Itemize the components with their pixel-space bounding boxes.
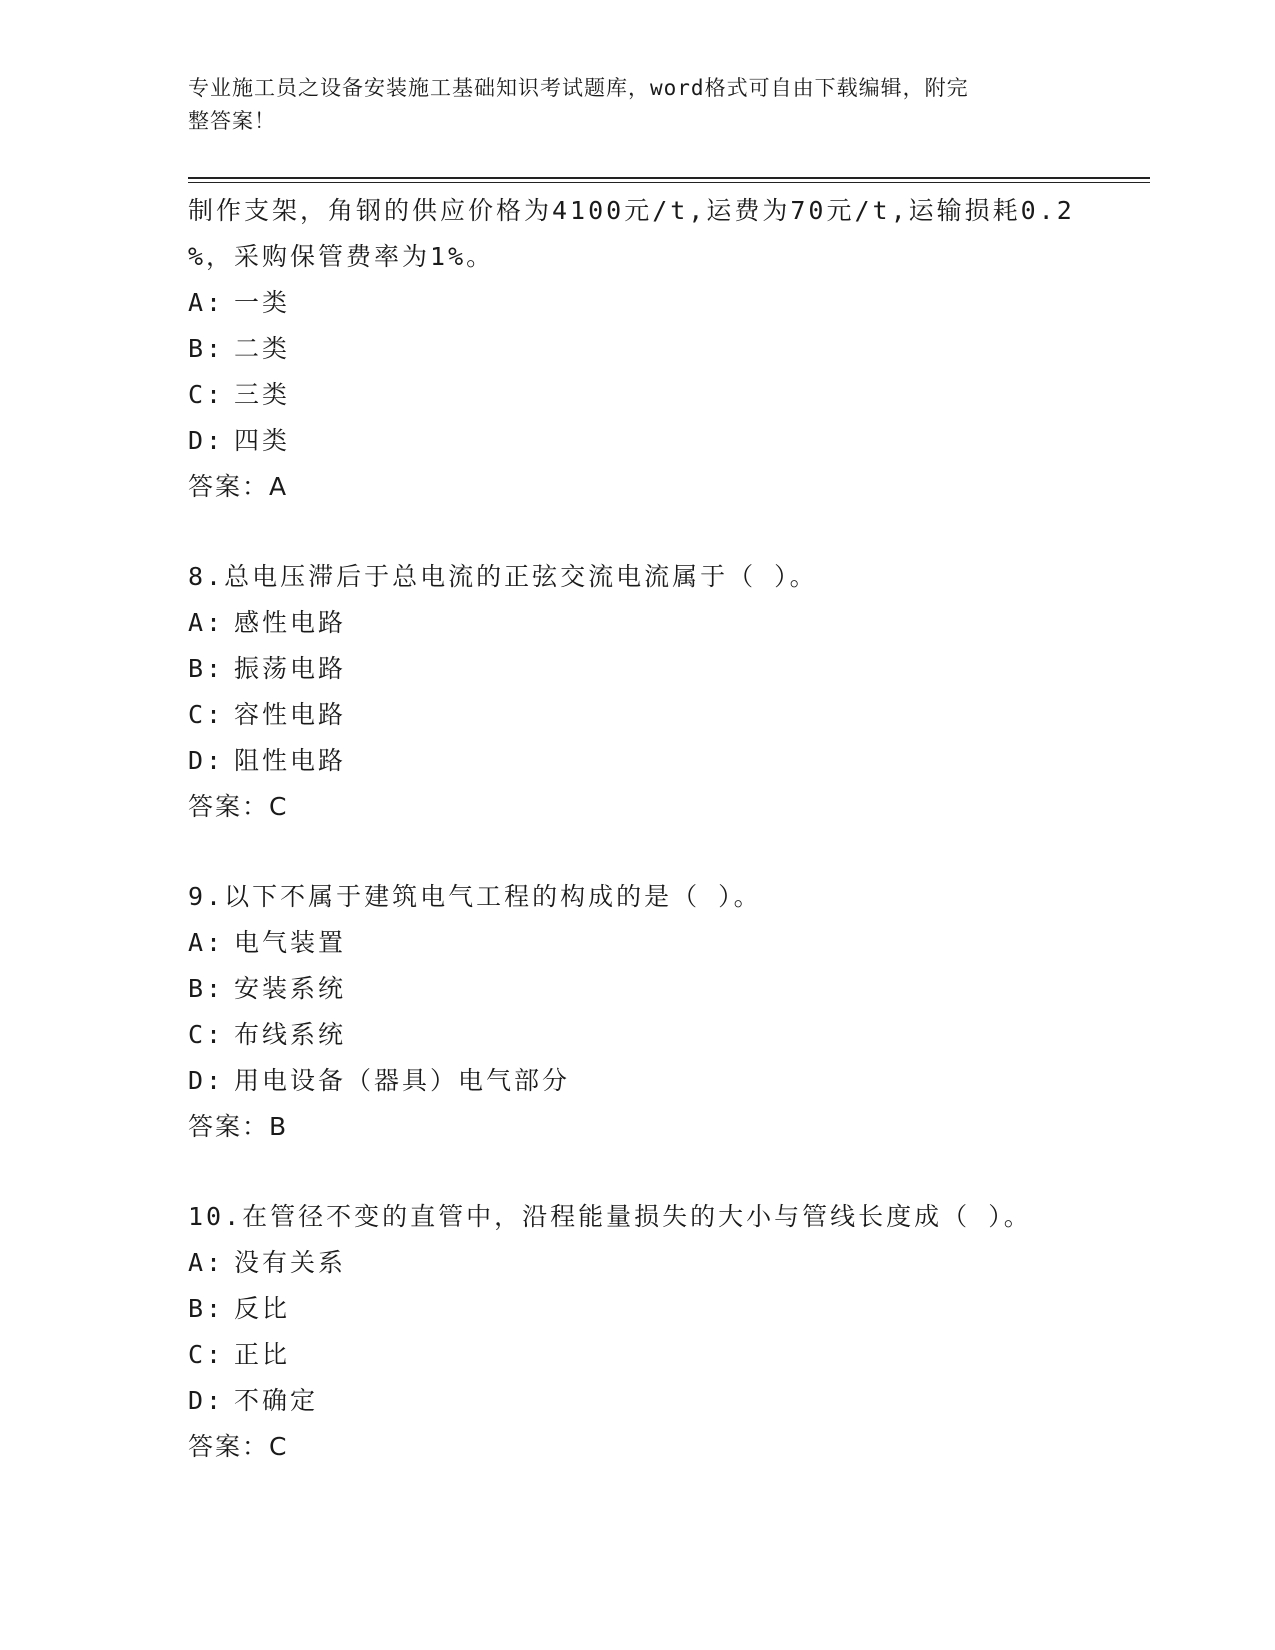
- option-text: 用电设备（器具）电气部分: [234, 1066, 571, 1095]
- option-text: 不确定: [234, 1386, 319, 1415]
- spacer: [188, 830, 1088, 874]
- question-stem-line-1: 制作支架，角钢的供应价格为4100元/t,运费为70元/t,运输损耗0.2: [188, 196, 1075, 225]
- question-8: [188, 554, 1088, 830]
- option-key: D:: [188, 426, 225, 455]
- question-stem-line-2: %，采购保管费率为1%。: [188, 242, 495, 271]
- option-a: [188, 280, 1088, 326]
- option-key: A:: [188, 1248, 225, 1277]
- option-key: B:: [188, 1294, 225, 1323]
- question-fragment: [188, 188, 1088, 510]
- option-a: [188, 1240, 1088, 1286]
- option-key: D:: [188, 1386, 225, 1415]
- answer-line: 答案：C: [188, 792, 289, 821]
- question-stem: 8.总电压滞后于总电流的正弦交流电流属于（ ）。: [188, 562, 818, 591]
- header-divider-thick: [188, 177, 1150, 179]
- option-text: 安装系统: [234, 974, 347, 1003]
- option-c: [188, 692, 1088, 738]
- answer-line: 答案：A: [188, 472, 289, 501]
- option-c: [188, 1012, 1088, 1058]
- option-key: C:: [188, 1020, 225, 1049]
- option-key: B:: [188, 334, 225, 363]
- option-c: [188, 372, 1088, 418]
- answer-line: 答案：B: [188, 1112, 289, 1141]
- option-d: [188, 418, 1088, 464]
- option-d: [188, 738, 1088, 784]
- option-text: 感性电路: [234, 608, 347, 637]
- option-key: C:: [188, 1340, 225, 1369]
- option-d: [188, 1058, 1088, 1104]
- question-10: [188, 1194, 1088, 1470]
- option-text: 正比: [234, 1340, 291, 1369]
- option-key: A:: [188, 288, 225, 317]
- option-key: D:: [188, 746, 225, 775]
- spacer: [188, 510, 1088, 554]
- question-list: [188, 188, 1088, 1470]
- header-line-2: 整答案！: [188, 109, 276, 133]
- header-line-1: 专业施工员之设备安装施工基础知识考试题库，word格式可自由下载编辑，附完: [188, 76, 969, 100]
- option-text: 容性电路: [234, 700, 347, 729]
- option-text: 布线系统: [234, 1020, 347, 1049]
- option-text: 三类: [234, 380, 291, 409]
- option-a: [188, 920, 1088, 966]
- option-text: 阻性电路: [234, 746, 347, 775]
- option-c: [188, 1332, 1088, 1378]
- option-key: A:: [188, 928, 225, 957]
- question-stem: 9.以下不属于建筑电气工程的构成的是（ ）。: [188, 882, 762, 911]
- option-d: [188, 1378, 1088, 1424]
- question-9: [188, 874, 1088, 1150]
- option-a: [188, 600, 1088, 646]
- option-text: 没有关系: [234, 1248, 347, 1277]
- option-text: 电气装置: [234, 928, 347, 957]
- document-header: [188, 72, 1068, 138]
- question-stem: 10.在管径不变的直管中，沿程能量损失的大小与管线长度成（ ）。: [188, 1202, 1032, 1231]
- answer-line: 答案：C: [188, 1432, 289, 1461]
- option-b: [188, 326, 1088, 372]
- option-key: C:: [188, 700, 225, 729]
- option-text: 反比: [234, 1294, 291, 1323]
- option-text: 四类: [234, 426, 291, 455]
- option-b: [188, 966, 1088, 1012]
- option-b: [188, 1286, 1088, 1332]
- option-b: [188, 646, 1088, 692]
- option-key: D:: [188, 1066, 225, 1095]
- spacer: [188, 1150, 1088, 1194]
- option-text: 一类: [234, 288, 291, 317]
- option-key: B:: [188, 654, 225, 683]
- option-key: B:: [188, 974, 225, 1003]
- header-divider-thin: [188, 182, 1150, 183]
- option-text: 振荡电路: [234, 654, 347, 683]
- option-text: 二类: [234, 334, 291, 363]
- option-key: C:: [188, 380, 225, 409]
- option-key: A:: [188, 608, 225, 637]
